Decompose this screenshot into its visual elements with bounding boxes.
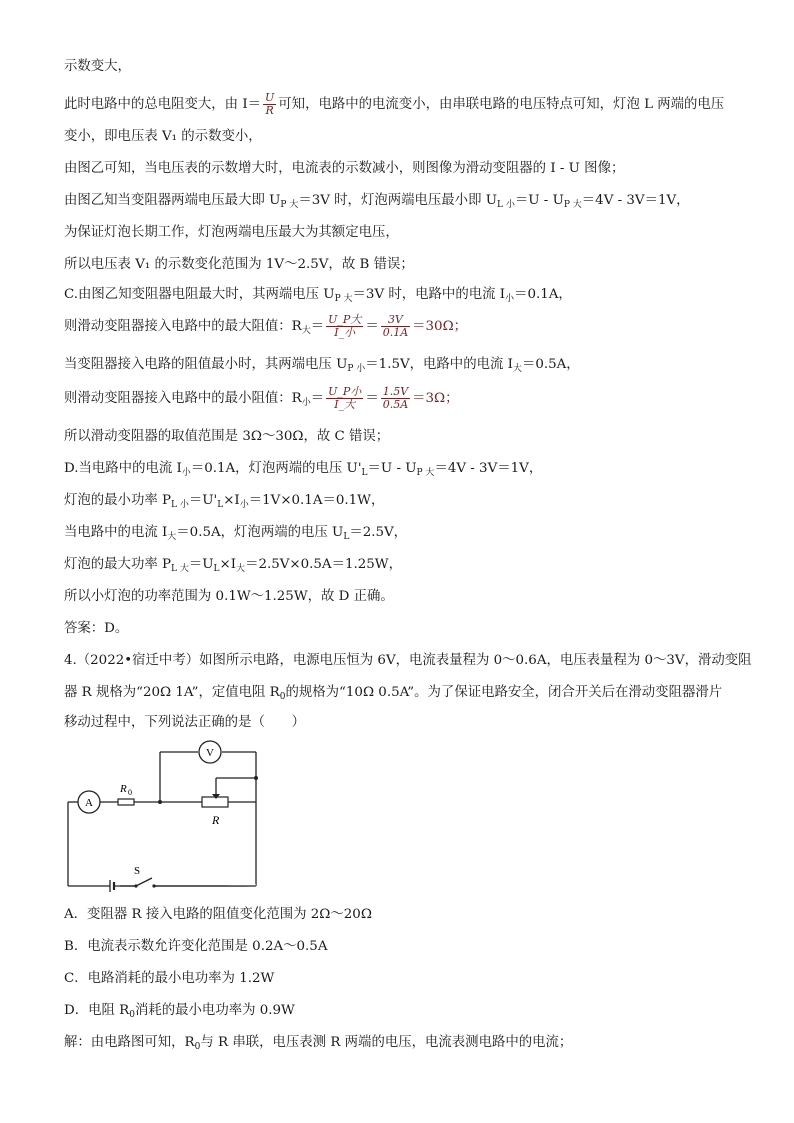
text-line: 灯泡的最小功率 $P_{L 小}=U'_L\times I_小=1V\times 0.1A=0.1W$，: [64, 493, 385, 510]
fraction: $\frac{\text{U\_P大}}{\text{I\_小}}$: [328, 313, 362, 339]
text-line: 当电路中的电流 $I_大=0.5A$，灯泡两端的电压 $U_L=2.5V$，: [64, 525, 408, 542]
question-text: 移动过程中，下列说法正确的是（ ）: [64, 715, 306, 730]
question-text: 器 R 规格为“20Ω 1A”，定值电阻 $R_0$的规格为“10Ω 0.5A”。为了保证电路安全，闭合开关后在滑动变阻器滑片: [64, 685, 723, 702]
text-line: 由图乙知当变阻器两端电压最大即 $U_{P 大}=3V$ 时，灯泡两端电压最小即 $U_{L 小}=U - U_{P 大}=4V - 3V=1V$，: [64, 193, 690, 210]
r-label: R: [212, 813, 220, 827]
text-line: 示数变大，: [64, 59, 131, 74]
fraction: $\frac{\text{U\_P小}}{\text{I\_大}}$: [328, 385, 362, 411]
question-text: 4.（2022•宿迁中考）如图所示电路，电源电压恒为 6V，电流表量程为 0～0.6A，电压表量程为 0～3V，滑动变阻: [64, 653, 752, 668]
r0-sub: 0: [128, 788, 132, 797]
option-c: C．电路消耗的最小电功率为 1.2W: [64, 971, 275, 986]
resistor-r0-icon: [118, 799, 134, 805]
text-line: 当变阻器接入电路的阻值最小时，其两端电压 $U_{P 小}=1.5V$，电路中的电流 $I_大=0.5A$，: [64, 357, 580, 374]
answer-line: 答案：D。: [64, 621, 129, 636]
ammeter-label: A: [85, 797, 93, 809]
text-line: 所以滑动变阻器的取值范围是 3Ω～30Ω，故 C 错误；: [64, 429, 390, 444]
switch-icon: [136, 878, 152, 886]
text-line: 变小，即电压表 V₁ 的示数变小，: [64, 129, 262, 144]
switch-label: S: [134, 865, 141, 877]
text-line: 所以小灯泡的功率范围为 0.1W～1.25W，故 D 正确。: [64, 589, 394, 604]
text-line: 此时电路中的总电阻变大，由 I＝ $\frac{U}{R}$ 可知，电路中的电流变小，由串联电路的电压特点可知，灯泡 L 两端的电压: [64, 91, 725, 117]
text-line: 为保证灯泡长期工作，灯泡两端电压最大为其额定电压，: [64, 225, 399, 240]
solution-line: 解：由电路图可知，$R_0$与 R 串联，电压表测 R 两端的电压，电流表测电路中的电流；: [64, 1035, 573, 1052]
fraction: $\frac{3V}{0.1A}$: [382, 313, 409, 339]
circuit-diagram: [62, 738, 272, 893]
text-line: 则滑动变阻器接入电路中的最大阻值：$R_大=$ $\frac{\text{U\_P大}}{\text{I\_小}}$ ＝ $\frac{3V}{0.1A}$ ＝30Ω；: [64, 313, 468, 339]
text-line: 所以电压表 V₁ 的示数变化范围为 1V～2.5V，故 B 错误；: [64, 257, 414, 272]
text-line: 灯泡的最大功率 $P_{L 大}=U_L\times I_大=2.5V\times 0.5A=1.25W$，: [64, 557, 402, 574]
voltmeter-label: V: [206, 747, 214, 759]
fraction: $\frac{1.5V}{0.5A}$: [382, 385, 409, 411]
r0-label: R: [120, 783, 127, 795]
rheostat-icon: [202, 797, 228, 807]
text-line: 由图乙可知，当电压表的示数增大时，电流表的示数减小，则图像为滑动变阻器的 I - U 图像；: [64, 161, 625, 176]
text-line: 则滑动变阻器接入电路中的最小阻值：$R_小=$ $\frac{\text{U\_P小}}{\text{I\_大}}$ ＝ $\frac{1.5V}{0.5A}$ ＝3Ω；: [64, 385, 459, 411]
option-b: B．电流表示数允许变化范围是 0.2A～0.5A: [64, 939, 328, 954]
option-d: D．电阻 $R_0$消耗的最小电功率为 0.9W: [64, 1003, 295, 1020]
text-line: D.当电路中的电流 $I_小=0.1A$，灯泡两端的电压 $U'_L=U - U_{P 大}=4V - 3V=1V$，: [64, 461, 543, 478]
text-line: C.由图乙知变阻器电阻最大时，其两端电压 $U_{P 大}=3V$ 时，电路中的电流 $I_小=0.1A$，: [64, 287, 572, 304]
fraction: $\frac{U}{R}$: [265, 91, 275, 117]
option-a: A．变阻器 R 接入电路的阻值变化范围为 2Ω～20Ω: [64, 907, 372, 922]
